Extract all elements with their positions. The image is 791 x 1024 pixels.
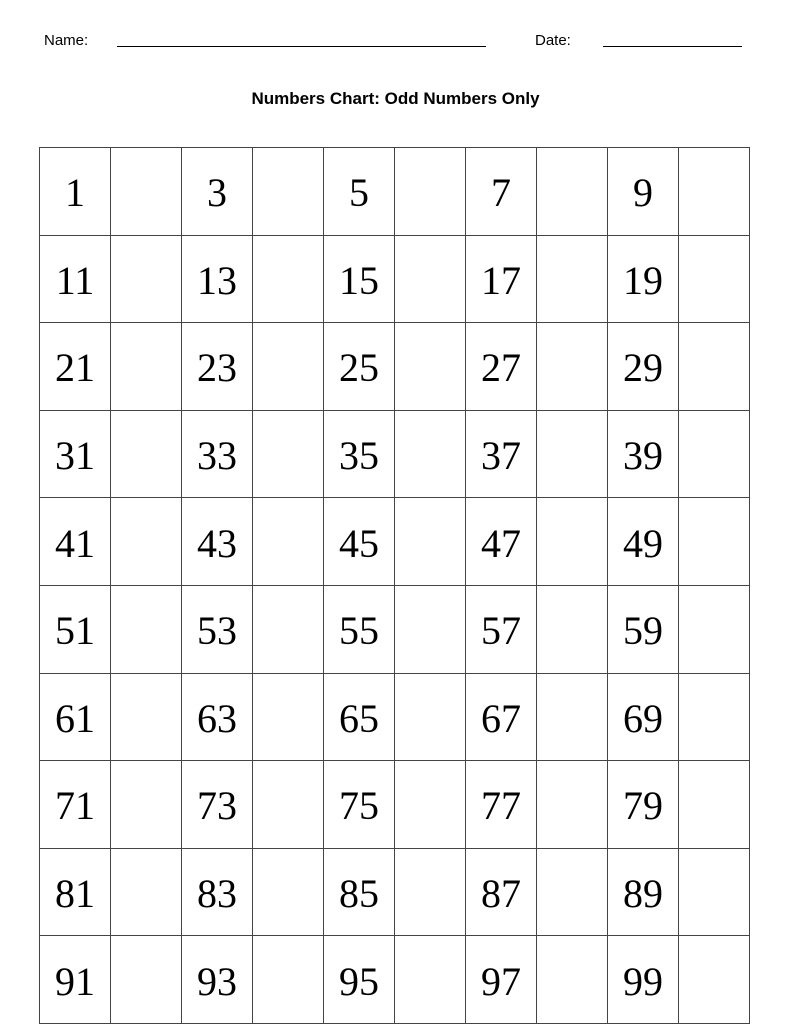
blank-cell[interactable] bbox=[111, 936, 182, 1024]
number-cell: 61 bbox=[40, 673, 111, 761]
number-cell: 13 bbox=[182, 235, 253, 323]
number-cell: 79 bbox=[608, 761, 679, 849]
number-cell: 85 bbox=[324, 848, 395, 936]
number-cell: 67 bbox=[466, 673, 537, 761]
blank-cell[interactable] bbox=[253, 148, 324, 236]
number-cell: 19 bbox=[608, 235, 679, 323]
number-cell: 43 bbox=[182, 498, 253, 586]
number-cell: 69 bbox=[608, 673, 679, 761]
blank-cell[interactable] bbox=[111, 323, 182, 411]
blank-cell[interactable] bbox=[679, 323, 750, 411]
number-cell: 93 bbox=[182, 936, 253, 1024]
blank-cell[interactable] bbox=[679, 498, 750, 586]
blank-cell[interactable] bbox=[253, 235, 324, 323]
number-cell: 41 bbox=[40, 498, 111, 586]
number-cell: 81 bbox=[40, 848, 111, 936]
grid-row bbox=[40, 235, 750, 323]
blank-cell[interactable] bbox=[537, 761, 608, 849]
blank-cell[interactable] bbox=[395, 761, 466, 849]
blank-cell[interactable] bbox=[395, 148, 466, 236]
number-cell: 25 bbox=[324, 323, 395, 411]
number-cell: 1 bbox=[40, 148, 111, 236]
blank-cell[interactable] bbox=[537, 936, 608, 1024]
blank-cell[interactable] bbox=[395, 410, 466, 498]
grid-row bbox=[40, 673, 750, 761]
blank-cell[interactable] bbox=[679, 148, 750, 236]
number-cell: 49 bbox=[608, 498, 679, 586]
blank-cell[interactable] bbox=[537, 585, 608, 673]
grid-row bbox=[40, 498, 750, 586]
blank-cell[interactable] bbox=[395, 585, 466, 673]
blank-cell[interactable] bbox=[111, 410, 182, 498]
number-cell: 65 bbox=[324, 673, 395, 761]
blank-cell[interactable] bbox=[253, 498, 324, 586]
blank-cell[interactable] bbox=[395, 673, 466, 761]
number-cell: 87 bbox=[466, 848, 537, 936]
number-cell: 17 bbox=[466, 235, 537, 323]
number-cell: 73 bbox=[182, 761, 253, 849]
number-cell: 95 bbox=[324, 936, 395, 1024]
number-cell: 63 bbox=[182, 673, 253, 761]
number-cell: 57 bbox=[466, 585, 537, 673]
number-cell: 37 bbox=[466, 410, 537, 498]
number-cell: 11 bbox=[40, 235, 111, 323]
number-cell: 45 bbox=[324, 498, 395, 586]
number-cell: 35 bbox=[324, 410, 395, 498]
name-label: Name: bbox=[44, 32, 89, 49]
number-cell: 91 bbox=[40, 936, 111, 1024]
blank-cell[interactable] bbox=[679, 761, 750, 849]
blank-cell[interactable] bbox=[395, 848, 466, 936]
blank-cell[interactable] bbox=[111, 148, 182, 236]
blank-cell[interactable] bbox=[537, 148, 608, 236]
number-cell: 53 bbox=[182, 585, 253, 673]
number-cell: 29 bbox=[608, 323, 679, 411]
blank-cell[interactable] bbox=[253, 323, 324, 411]
blank-cell[interactable] bbox=[395, 498, 466, 586]
blank-cell[interactable] bbox=[395, 323, 466, 411]
page-title: Numbers Chart: Odd Numbers Only bbox=[251, 89, 540, 108]
number-cell: 75 bbox=[324, 761, 395, 849]
blank-cell[interactable] bbox=[537, 235, 608, 323]
blank-cell[interactable] bbox=[679, 848, 750, 936]
number-cell: 23 bbox=[182, 323, 253, 411]
date-label: Date: bbox=[535, 32, 571, 49]
number-cell: 83 bbox=[182, 848, 253, 936]
number-cell: 97 bbox=[466, 936, 537, 1024]
grid-body bbox=[40, 148, 750, 1024]
blank-cell[interactable] bbox=[111, 498, 182, 586]
blank-cell[interactable] bbox=[111, 761, 182, 849]
number-cell: 59 bbox=[608, 585, 679, 673]
blank-cell[interactable] bbox=[537, 323, 608, 411]
blank-cell[interactable] bbox=[111, 585, 182, 673]
blank-cell[interactable] bbox=[537, 848, 608, 936]
blank-cell[interactable] bbox=[537, 410, 608, 498]
number-cell: 39 bbox=[608, 410, 679, 498]
grid-row bbox=[40, 761, 750, 849]
grid-row bbox=[40, 323, 750, 411]
blank-cell[interactable] bbox=[253, 410, 324, 498]
grid-row bbox=[40, 936, 750, 1024]
blank-cell[interactable] bbox=[111, 673, 182, 761]
blank-cell[interactable] bbox=[253, 848, 324, 936]
blank-cell[interactable] bbox=[679, 673, 750, 761]
number-cell: 31 bbox=[40, 410, 111, 498]
number-cell: 15 bbox=[324, 235, 395, 323]
number-cell: 3 bbox=[182, 148, 253, 236]
name-field-line[interactable] bbox=[117, 46, 486, 47]
number-cell: 9 bbox=[608, 148, 679, 236]
number-cell: 51 bbox=[40, 585, 111, 673]
number-cell: 77 bbox=[466, 761, 537, 849]
blank-cell[interactable] bbox=[395, 936, 466, 1024]
number-cell: 21 bbox=[40, 323, 111, 411]
number-cell: 55 bbox=[324, 585, 395, 673]
blank-cell[interactable] bbox=[537, 498, 608, 586]
blank-cell[interactable] bbox=[253, 761, 324, 849]
number-cell: 27 bbox=[466, 323, 537, 411]
blank-cell[interactable] bbox=[395, 235, 466, 323]
grid-row bbox=[40, 410, 750, 498]
blank-cell[interactable] bbox=[253, 936, 324, 1024]
blank-cell[interactable] bbox=[253, 585, 324, 673]
grid-row bbox=[40, 585, 750, 673]
blank-cell[interactable] bbox=[679, 585, 750, 673]
number-cell: 7 bbox=[466, 148, 537, 236]
numbers-chart-grid bbox=[39, 147, 750, 1024]
blank-cell[interactable] bbox=[679, 410, 750, 498]
number-cell: 33 bbox=[182, 410, 253, 498]
blank-cell[interactable] bbox=[537, 673, 608, 761]
blank-cell[interactable] bbox=[679, 936, 750, 1024]
blank-cell[interactable] bbox=[111, 848, 182, 936]
number-cell: 89 bbox=[608, 848, 679, 936]
blank-cell[interactable] bbox=[111, 235, 182, 323]
grid-row bbox=[40, 148, 750, 236]
number-cell: 71 bbox=[40, 761, 111, 849]
blank-cell[interactable] bbox=[679, 235, 750, 323]
grid-row bbox=[40, 848, 750, 936]
date-field-line[interactable] bbox=[603, 46, 742, 47]
blank-cell[interactable] bbox=[253, 673, 324, 761]
number-cell: 47 bbox=[466, 498, 537, 586]
number-cell: 99 bbox=[608, 936, 679, 1024]
number-cell: 5 bbox=[324, 148, 395, 236]
